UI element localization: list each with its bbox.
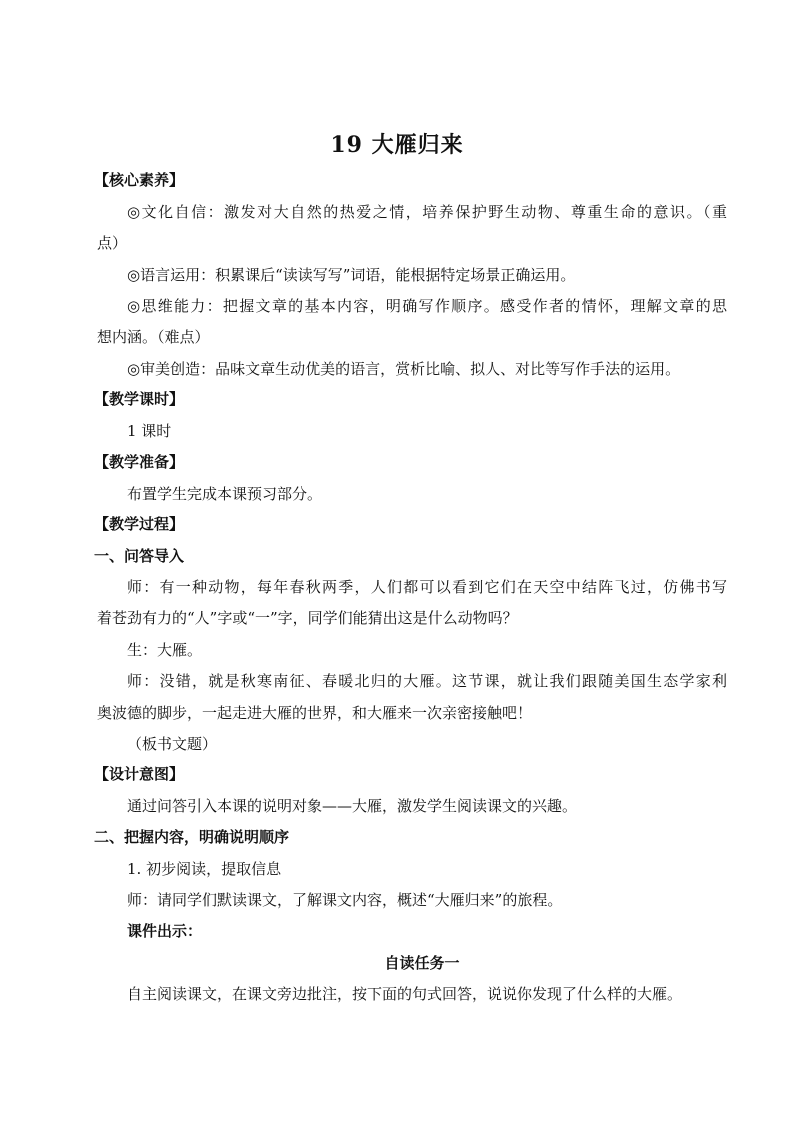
heading-teaching-process: 【教学过程】 xyxy=(94,515,185,533)
process-teacher2-line2: 奥波德的脚步，一起走进大雁的世界，和大雁来一次亲密接触吧！ xyxy=(97,704,533,722)
core-item-culture-line1: ◎文化自信：激发对大自然的热爱之情，培养保护野生动物、尊重生命的意识。（重 xyxy=(127,203,727,221)
design-intent-text: 通过问答引入本课的说明对象——大雁，激发学生阅读课文的兴趣。 xyxy=(127,797,578,815)
subheading-qa-intro: 一、问答导入 xyxy=(94,547,185,565)
step1-label: 1. 初步阅读，提取信息 xyxy=(127,860,282,878)
teaching-hours-text: 1 课时 xyxy=(127,422,172,440)
page-title: 19 大雁归来 xyxy=(330,132,464,158)
process-teacher-line2: 着苍劲有力的“人”字或“一”字，同学们能猜出这是什么动物吗？ xyxy=(97,609,518,627)
core-item-language: ◎语言运用：积累课后“读读写写”词语，能根据特定场景正确运用。 xyxy=(127,266,576,284)
process-board-note: （板书文题） xyxy=(127,735,218,753)
core-item-thinking-line1: ◎思维能力：把握文章的基本内容，明确写作顺序。感受作者的情怀，理解文章的思 xyxy=(127,297,727,315)
task-text: 自主阅读课文，在课文旁边批注，按下面的句式回答，说说你发现了什么样的大雁。 xyxy=(127,985,683,1003)
process-teacher2-line1: 师：没错，就是秋寒南征、春暖北归的大雁。这节课，就让我们跟随美国生态学家利 xyxy=(127,672,727,690)
core-item-aesthetics: ◎审美创造：品味文章生动优美的语言，赏析比喻、拟人、对比等写作手法的运用。 xyxy=(127,360,681,378)
task-title: 自读任务一 xyxy=(384,954,460,972)
core-item-culture-line2: 点） xyxy=(97,234,128,252)
heading-design-intent: 【设计意图】 xyxy=(94,765,185,783)
subheading-grasp-content: 二、把握内容，明确说明顺序 xyxy=(94,828,290,846)
core-item-thinking-line2: 想内涵。（难点） xyxy=(97,328,210,346)
process-teacher-line1: 师：有一种动物，每年春秋两季，人们都可以看到它们在天空中结阵飞过，仿佛书写 xyxy=(127,578,727,596)
heading-core-literacy: 【核心素养】 xyxy=(94,171,185,189)
heading-teaching-prep: 【教学准备】 xyxy=(94,453,185,471)
part2-teacher-text: 师：请同学们默读课文，了解课文内容，概述“大雁归来”的旅程。 xyxy=(127,891,563,909)
heading-teaching-hours: 【教学课时】 xyxy=(94,390,185,408)
process-student-answer: 生：大雁。 xyxy=(127,641,203,659)
courseware-label: 课件出示： xyxy=(127,922,203,940)
teaching-prep-text: 布置学生完成本课预习部分。 xyxy=(127,485,323,503)
